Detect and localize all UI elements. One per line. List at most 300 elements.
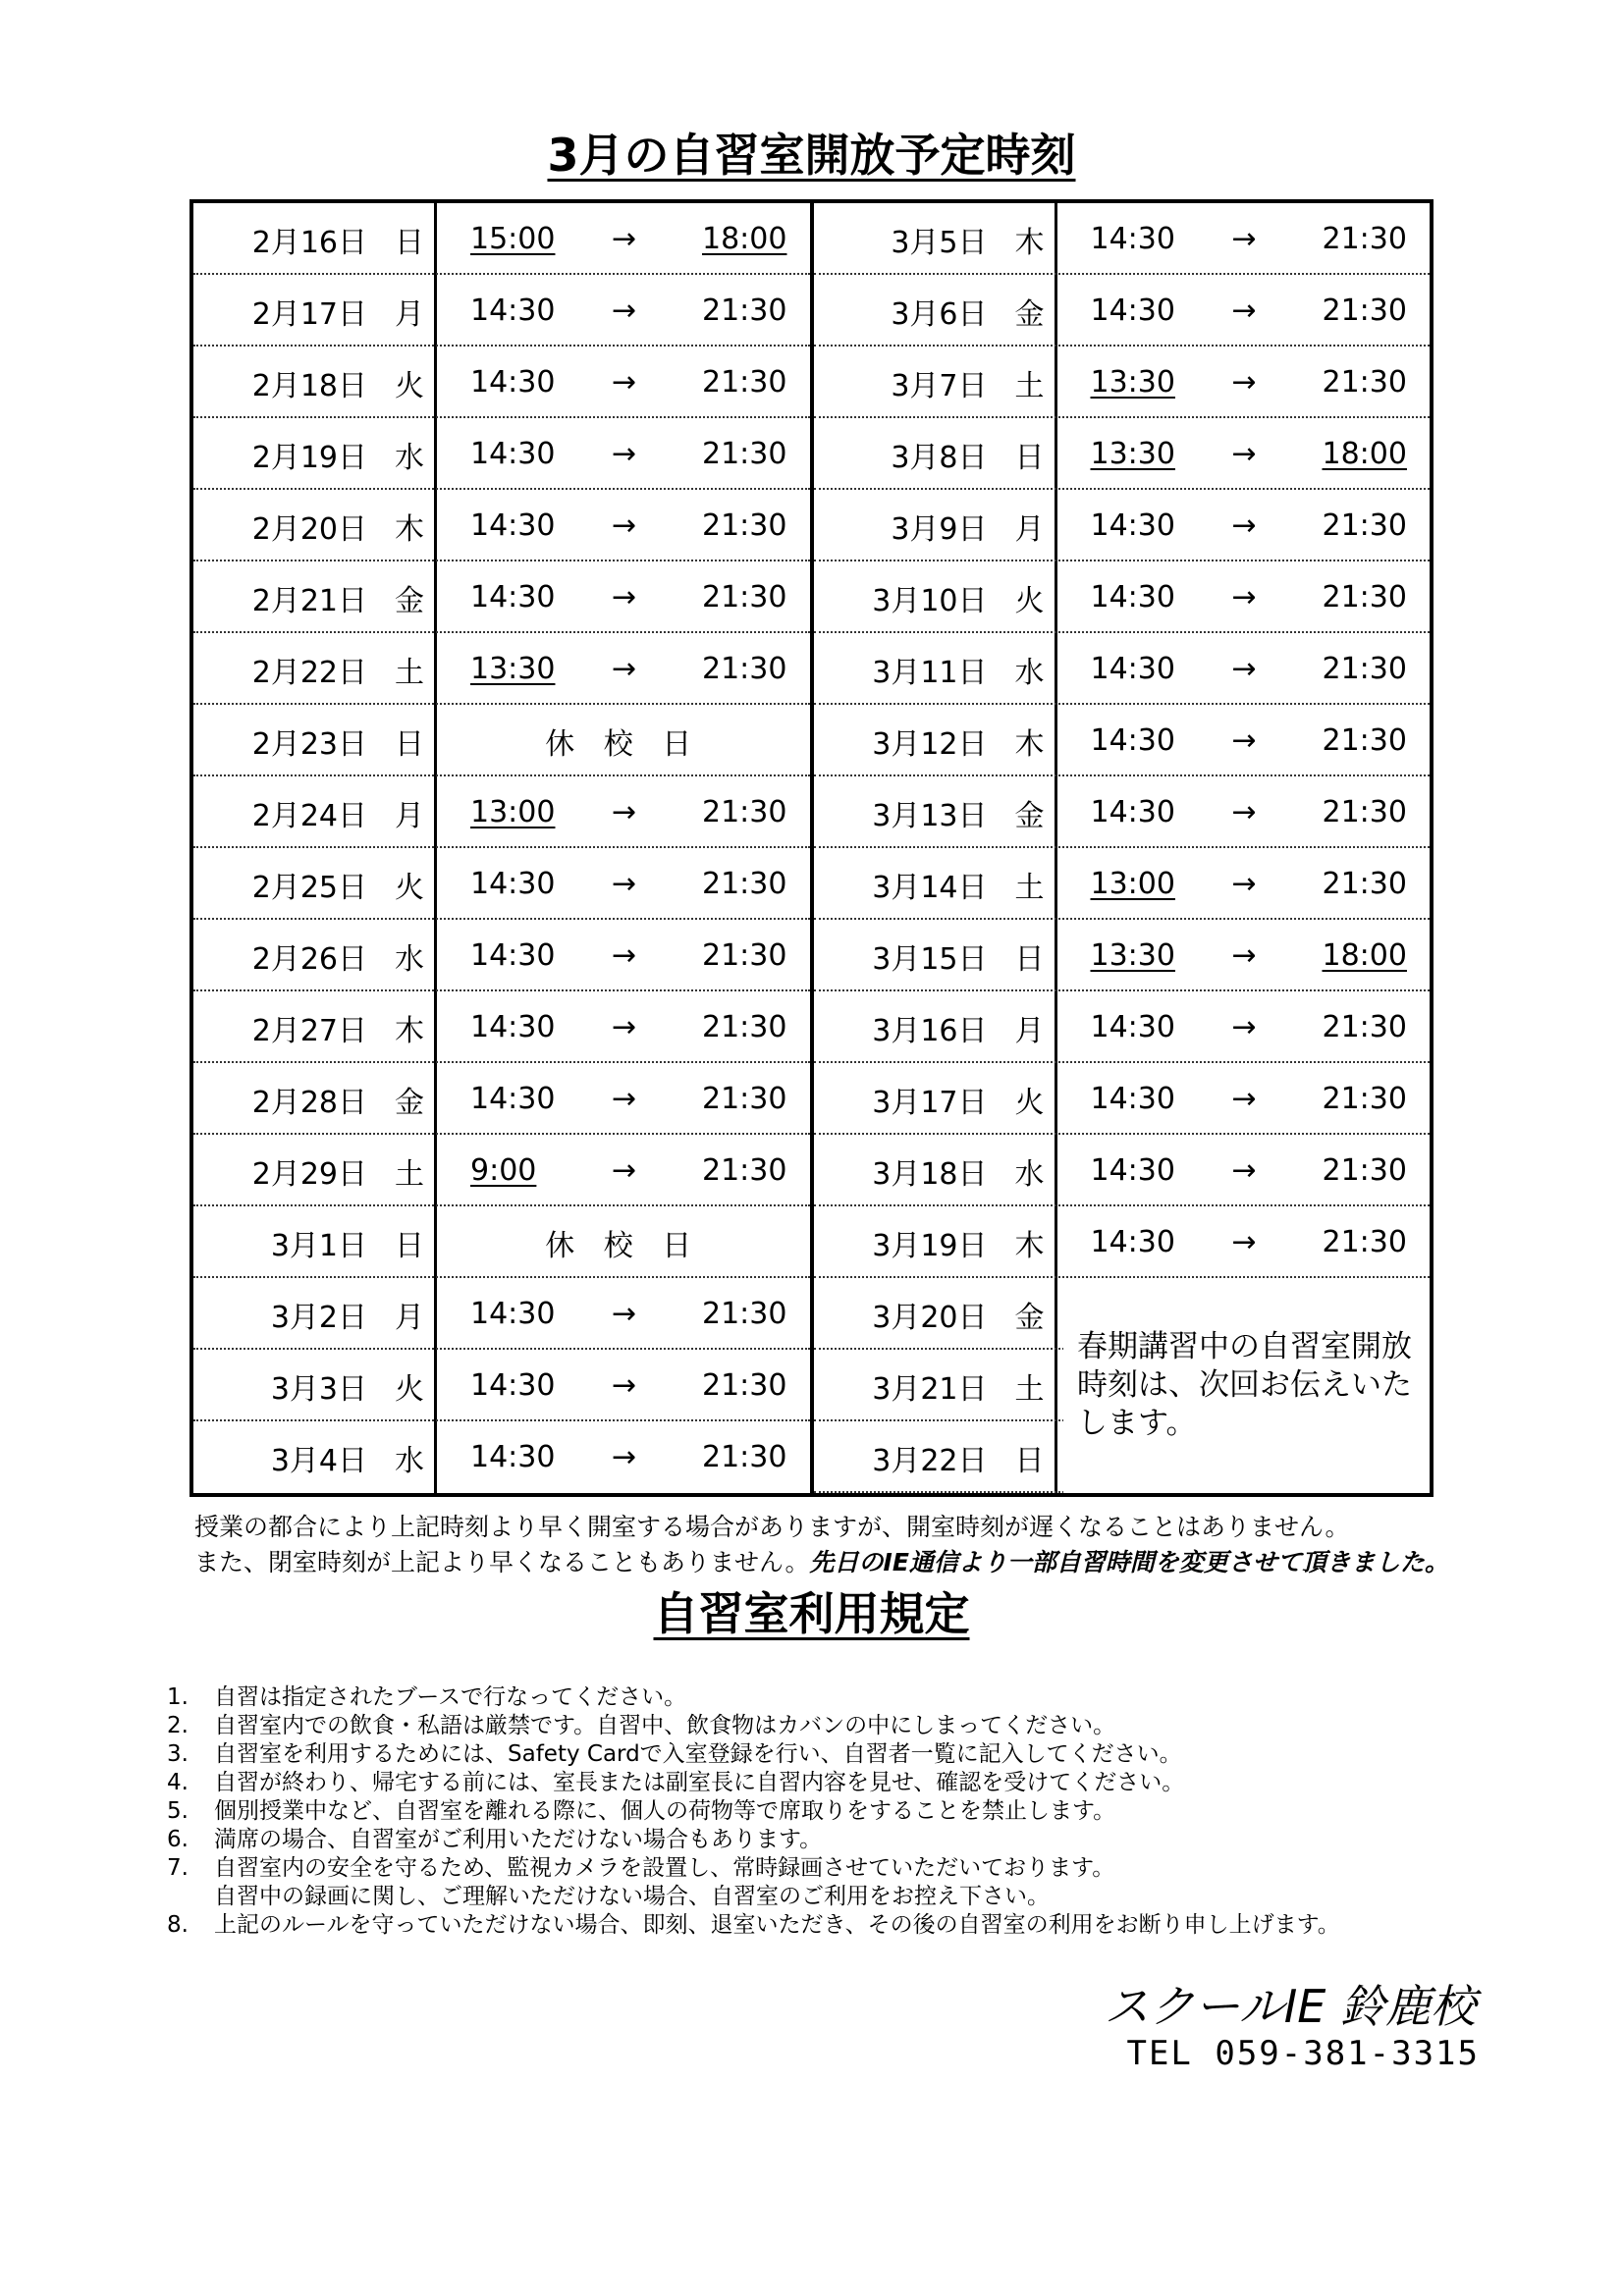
close-time: 21:30: [702, 508, 787, 543]
open-time: 13:30: [470, 652, 556, 686]
arrow-icon: →: [1231, 365, 1257, 400]
row-time-cell: [437, 203, 810, 275]
row-date: 3月22日: [872, 1443, 988, 1478]
row-date-cell: [193, 633, 437, 705]
row-date-cell: [814, 203, 1057, 275]
schedule-table: [189, 199, 1434, 1497]
arrow-icon: →: [1231, 867, 1257, 901]
schedule-row: [193, 705, 810, 776]
close-time: 21:30: [702, 1082, 787, 1116]
schedule-row: [193, 1135, 810, 1206]
schedule-row: [193, 490, 810, 561]
row-time-cell: [1057, 347, 1431, 418]
close-time: 21:30: [1322, 795, 1407, 829]
row-date: 3月12日: [872, 726, 988, 762]
arrow-icon: →: [612, 1082, 637, 1116]
row-date: 2月18日: [251, 368, 367, 403]
arrow-icon: →: [1231, 1010, 1257, 1044]
row-weekday: 日: [1014, 1443, 1045, 1478]
row-date-cell: [814, 1350, 1057, 1421]
schedule-row: [193, 633, 810, 705]
row-date-cell: [193, 848, 437, 920]
arrow-icon: →: [612, 508, 637, 543]
arrow-icon: →: [612, 294, 637, 328]
row-date: 2月21日: [251, 583, 367, 618]
arrow-icon: →: [1231, 222, 1257, 256]
rule-item: [167, 1911, 1340, 1940]
open-time: 14:30: [1090, 795, 1175, 829]
arrow-icon: →: [612, 437, 637, 471]
row-weekday: 金: [1014, 798, 1045, 833]
row-weekday: 木: [1014, 726, 1045, 762]
close-time: 21:30: [702, 1010, 787, 1044]
row-date: 3月17日: [872, 1085, 988, 1120]
row-date: 3月20日: [872, 1300, 988, 1335]
open-time: 13:30: [1090, 437, 1175, 471]
rule-number: 3.: [167, 1741, 189, 1767]
rule-number: 4.: [167, 1770, 189, 1795]
row-date: 2月29日: [251, 1156, 367, 1192]
schedule-notes: [194, 1510, 1449, 1580]
row-time-cell: [437, 1278, 810, 1350]
row-date: 2月20日: [251, 511, 367, 547]
row-date: 2月17日: [251, 296, 367, 332]
arrow-icon: →: [612, 1440, 637, 1474]
note-line-1: 授業の都合により上記時刻より早く開室する場合がありますが、開室時刻が遅くなることはありません。: [194, 1513, 1350, 1541]
rule-number: 7.: [167, 1855, 189, 1881]
rule-item: [167, 1740, 1340, 1769]
row-date: 2月27日: [251, 1013, 367, 1048]
row-weekday: 金: [395, 583, 424, 618]
row-time-cell: [1057, 418, 1431, 490]
open-time: 14:30: [470, 1297, 556, 1331]
row-date: 3月1日: [270, 1228, 367, 1263]
row-date: 3月10日: [872, 583, 988, 618]
row-weekday: 火: [395, 1371, 424, 1407]
open-time: 14:30: [470, 508, 556, 543]
arrow-icon: →: [1231, 1082, 1257, 1116]
arrow-icon: →: [1231, 437, 1257, 471]
row-date-cell: [193, 1063, 437, 1135]
row-weekday: 火: [1014, 1085, 1045, 1120]
arrow-icon: →: [612, 1297, 637, 1331]
close-time: 21:30: [1322, 652, 1407, 686]
closed-label: 休 校 日: [545, 726, 702, 762]
note-line-2: [194, 1545, 1449, 1580]
rule-number: 1.: [167, 1684, 189, 1710]
schedule-row: [814, 203, 1431, 275]
open-time: 14:30: [470, 1010, 556, 1044]
note-line-2-plain: また、閉室時刻が上記より早くなることもありません。: [194, 1548, 810, 1576]
row-date: 3月15日: [872, 941, 988, 977]
row-date-cell: [814, 1421, 1057, 1493]
schedule-row: [814, 1206, 1431, 1278]
open-time: 14:30: [1090, 1153, 1175, 1188]
row-date-cell: [814, 633, 1057, 705]
row-date-cell: [193, 490, 437, 561]
row-time-cell: [437, 776, 810, 848]
row-weekday: 土: [1014, 1371, 1045, 1407]
row-date-cell: [193, 991, 437, 1063]
close-time: 21:30: [702, 1440, 787, 1474]
schedule-row: [814, 776, 1431, 848]
arrow-icon: →: [612, 652, 637, 686]
schedule-left-column: [193, 203, 814, 1493]
row-date: 3月7日: [891, 368, 988, 403]
open-time: 14:30: [1090, 1010, 1175, 1044]
rule-number: [167, 1883, 214, 1911]
schedule-row: [193, 203, 810, 275]
arrow-icon: →: [1231, 795, 1257, 829]
schedule-row: [814, 347, 1431, 418]
row-time-cell: [437, 705, 810, 776]
schedule-row: [193, 347, 810, 418]
rule-text: 自習が終わり、帰宅する前には、室長または副室長に自習内容を見せ、確認を受けてください。: [214, 1770, 1185, 1795]
row-weekday: 木: [395, 1013, 424, 1048]
row-date-cell: [193, 1206, 437, 1278]
row-date-cell: [814, 705, 1057, 776]
row-date: 3月3日: [270, 1371, 367, 1407]
rule-text: 自習室を利用するためには、Safety Cardで入室登録を行い、自習者一覧に記入してください。: [214, 1741, 1182, 1767]
close-time: 21:30: [702, 652, 787, 686]
rule-number: 5.: [167, 1798, 189, 1824]
row-date: 2月16日: [251, 225, 367, 260]
schedule-row: [193, 1421, 810, 1493]
arrow-icon: →: [612, 1368, 637, 1403]
rule-text: 満席の場合、自習室がご利用いただけない場合もあります。: [214, 1827, 823, 1852]
row-date-cell: [814, 1278, 1057, 1350]
row-weekday: 水: [395, 1443, 424, 1478]
rule-text: 自習中の録画に関し、ご理解いただけない場合、自習室のご利用をお控え下さい。: [214, 1884, 1050, 1909]
rule-number: 8.: [167, 1912, 189, 1938]
rule-item: [167, 1683, 1340, 1712]
schedule-row: [193, 1350, 810, 1421]
row-weekday: 日: [1014, 941, 1045, 977]
open-time: 13:00: [1090, 867, 1175, 901]
row-time-cell: [437, 490, 810, 561]
schedule-row: [814, 633, 1431, 705]
row-date-cell: [814, 1063, 1057, 1135]
row-date-cell: [814, 1206, 1057, 1278]
row-time-cell: [437, 633, 810, 705]
row-date: 3月18日: [872, 1156, 988, 1192]
rules-title: 自習室利用規定: [653, 1587, 970, 1640]
row-time-cell: [437, 1135, 810, 1206]
row-weekday: 水: [1014, 655, 1045, 690]
row-weekday: 金: [1014, 1300, 1045, 1335]
row-time-cell: [437, 1350, 810, 1421]
rule-item: [167, 1854, 1340, 1883]
arrow-icon: →: [1231, 294, 1257, 328]
row-time-cell: [1057, 1135, 1431, 1206]
row-weekday: 日: [395, 726, 424, 762]
arrow-icon: →: [1231, 723, 1257, 758]
row-time-cell: [1057, 1206, 1431, 1278]
row-time-cell: [437, 848, 810, 920]
schedule-row: [814, 991, 1431, 1063]
close-time: 21:30: [1322, 1082, 1407, 1116]
arrow-icon: →: [1231, 938, 1257, 973]
schedule-row: [193, 1278, 810, 1350]
close-time: 21:30: [1322, 1010, 1407, 1044]
row-time-cell: [437, 1206, 810, 1278]
row-time-cell: [437, 1063, 810, 1135]
row-date: 3月5日: [891, 225, 988, 260]
row-date: 3月14日: [872, 870, 988, 905]
close-time: 21:30: [1322, 1225, 1407, 1259]
rule-number: 6.: [167, 1827, 189, 1852]
arrow-icon: →: [612, 365, 637, 400]
row-weekday: 土: [1014, 368, 1045, 403]
row-date: 3月8日: [891, 440, 988, 475]
schedule-right-column: [814, 203, 1431, 1493]
schedule-row: [193, 991, 810, 1063]
rule-text: 個別授業中など、自習室を離れる際に、個人の荷物等で席取りをすることを禁止します。: [214, 1798, 1116, 1824]
open-time: 14:30: [470, 365, 556, 400]
row-weekday: 木: [395, 511, 424, 547]
open-time: 14:30: [470, 294, 556, 328]
row-date-cell: [193, 203, 437, 275]
rule-item: [167, 1712, 1340, 1740]
row-time-cell: [1057, 275, 1431, 347]
row-weekday: 木: [1014, 1228, 1045, 1263]
row-date-cell: [814, 991, 1057, 1063]
row-time-cell: [1057, 561, 1431, 633]
row-date: 3月19日: [872, 1228, 988, 1263]
close-time: 21:30: [702, 938, 787, 973]
open-time: 14:30: [1090, 1225, 1175, 1259]
row-time-cell: [437, 347, 810, 418]
row-time-cell: [1057, 633, 1431, 705]
arrow-icon: →: [1231, 508, 1257, 543]
row-time-cell: [437, 418, 810, 490]
open-time: 13:30: [1090, 938, 1175, 973]
row-date: 3月9日: [891, 511, 988, 547]
row-weekday: 月: [1014, 511, 1045, 547]
close-time: 21:30: [702, 580, 787, 614]
arrow-icon: →: [612, 795, 637, 829]
rule-number: 2.: [167, 1713, 189, 1738]
arrow-icon: →: [612, 222, 637, 256]
open-time: 14:30: [470, 867, 556, 901]
row-date-cell: [814, 848, 1057, 920]
row-weekday: 土: [1014, 870, 1045, 905]
rule-item: [167, 1769, 1340, 1797]
row-date: 2月28日: [251, 1085, 367, 1120]
open-time: 14:30: [1090, 580, 1175, 614]
schedule-row: [814, 418, 1431, 490]
open-time: 13:00: [470, 795, 556, 829]
open-time: 14:30: [1090, 294, 1175, 328]
row-date-cell: [193, 347, 437, 418]
rule-text: 自習は指定されたブースで行なってください。: [214, 1684, 687, 1710]
row-weekday: 火: [395, 870, 424, 905]
spring-course-notice: 春期講習中の自習室開放時刻は、次回お伝えいたします。: [1063, 1278, 1430, 1493]
open-time: 14:30: [1090, 1082, 1175, 1116]
row-weekday: 土: [395, 655, 424, 690]
row-weekday: 月: [395, 296, 424, 332]
open-time: 14:30: [1090, 508, 1175, 543]
open-time: 13:30: [1090, 365, 1175, 400]
close-time: 21:30: [702, 795, 787, 829]
row-date-cell: [814, 776, 1057, 848]
schedule-row: [814, 1135, 1431, 1206]
row-time-cell: [1057, 1063, 1431, 1135]
row-date: 3月4日: [270, 1443, 367, 1478]
row-weekday: 月: [395, 1300, 424, 1335]
open-time: 14:30: [470, 437, 556, 471]
row-time-cell: [437, 561, 810, 633]
row-weekday: 水: [395, 440, 424, 475]
open-time: 14:30: [1090, 222, 1175, 256]
row-weekday: 火: [395, 368, 424, 403]
row-date-cell: [193, 705, 437, 776]
schedule-row: [193, 1206, 810, 1278]
schedule-row: [814, 920, 1431, 991]
schedule-row: [193, 561, 810, 633]
closed-label: 休 校 日: [545, 1228, 702, 1263]
row-date-cell: [814, 1135, 1057, 1206]
close-time: 21:30: [1322, 365, 1407, 400]
row-weekday: 火: [1014, 583, 1045, 618]
row-weekday: 木: [1014, 225, 1045, 260]
row-date: 3月6日: [891, 296, 988, 332]
close-time: 21:30: [1322, 222, 1407, 256]
close-time: 21:30: [702, 1153, 787, 1188]
schedule-row: [193, 1063, 810, 1135]
row-date: 3月11日: [872, 655, 988, 690]
row-date: 2月24日: [251, 798, 367, 833]
open-time: 14:30: [470, 1082, 556, 1116]
row-time-cell: [1057, 490, 1431, 561]
rule-item: [167, 1797, 1340, 1826]
close-time: 21:30: [702, 1297, 787, 1331]
close-time: 18:00: [702, 222, 787, 256]
row-time-cell: [437, 275, 810, 347]
row-date-cell: [193, 1421, 437, 1493]
row-date: 2月25日: [251, 870, 367, 905]
schedule-row: [193, 776, 810, 848]
row-date-cell: [814, 275, 1057, 347]
row-date-cell: [193, 1278, 437, 1350]
row-date-cell: [814, 347, 1057, 418]
open-time: 14:30: [470, 580, 556, 614]
open-time: 14:30: [1090, 723, 1175, 758]
open-time: 15:00: [470, 222, 556, 256]
row-time-cell: [1057, 991, 1431, 1063]
open-time: 14:30: [1090, 652, 1175, 686]
close-time: 21:30: [1322, 508, 1407, 543]
close-time: 21:30: [702, 294, 787, 328]
arrow-icon: →: [612, 867, 637, 901]
row-date: 3月13日: [872, 798, 988, 833]
row-time-cell: [1057, 705, 1431, 776]
row-time-cell: [1057, 203, 1431, 275]
row-date: 3月16日: [872, 1013, 988, 1048]
close-time: 21:30: [702, 437, 787, 471]
row-weekday: 月: [1014, 1013, 1045, 1048]
school-tel: TEL 059-381-3315: [1126, 2034, 1480, 2073]
row-date-cell: [814, 561, 1057, 633]
row-time-cell: [1057, 848, 1431, 920]
schedule-row: [193, 275, 810, 347]
row-weekday: 金: [1014, 296, 1045, 332]
row-date: 2月26日: [251, 941, 367, 977]
schedule-row: [814, 490, 1431, 561]
close-time: 18:00: [1322, 437, 1407, 471]
page-title: 3月の自習室開放予定時刻: [547, 129, 1076, 182]
row-time-cell: [437, 991, 810, 1063]
close-time: 21:30: [702, 867, 787, 901]
row-date-cell: [814, 418, 1057, 490]
close-time: 21:30: [1322, 1153, 1407, 1188]
close-time: 21:30: [1322, 723, 1407, 758]
row-date: 2月23日: [251, 726, 367, 762]
open-time: 14:30: [470, 938, 556, 973]
arrow-icon: →: [1231, 652, 1257, 686]
arrow-icon: →: [612, 580, 637, 614]
note-line-2-emphasis: 先日のIE通信より一部自習時間を変更させて頂きました。: [809, 1548, 1449, 1576]
open-time: 9:00: [470, 1153, 537, 1188]
row-time-cell: [1057, 776, 1431, 848]
row-date-cell: [193, 1135, 437, 1206]
row-date-cell: [193, 1350, 437, 1421]
open-time: 14:30: [470, 1368, 556, 1403]
schedule-row: [193, 848, 810, 920]
rules-list: [167, 1683, 1340, 1940]
schedule-row: [814, 1063, 1431, 1135]
close-time: 21:30: [1322, 294, 1407, 328]
row-date-cell: [193, 776, 437, 848]
close-time: 18:00: [1322, 938, 1407, 973]
arrow-icon: →: [1231, 580, 1257, 614]
schedule-row: [193, 920, 810, 991]
schedule-row: [814, 275, 1431, 347]
row-date: 2月22日: [251, 655, 367, 690]
arrow-icon: →: [612, 1153, 637, 1188]
rule-text: 上記のルールを守っていただけない場合、即刻、退室いただき、その後の自習室の利用をお断り申し上げます。: [214, 1912, 1340, 1938]
row-time-cell: [437, 1421, 810, 1493]
row-date-cell: [193, 418, 437, 490]
schedule-row: [814, 561, 1431, 633]
arrow-icon: →: [1231, 1225, 1257, 1259]
schedule-row: [193, 418, 810, 490]
row-date-cell: [193, 920, 437, 991]
row-date-cell: [193, 561, 437, 633]
arrow-icon: →: [612, 938, 637, 973]
arrow-icon: →: [1231, 1153, 1257, 1188]
arrow-icon: →: [612, 1010, 637, 1044]
row-date-cell: [193, 275, 437, 347]
row-date: 2月19日: [251, 440, 367, 475]
row-date-cell: [814, 490, 1057, 561]
rule-item: [167, 1826, 1340, 1854]
row-weekday: 金: [395, 1085, 424, 1120]
row-weekday: 水: [1014, 1156, 1045, 1192]
row-date: 3月21日: [872, 1371, 988, 1407]
rule-item: [167, 1883, 1340, 1911]
row-weekday: 水: [395, 941, 424, 977]
row-weekday: 月: [395, 798, 424, 833]
row-weekday: 土: [395, 1156, 424, 1192]
schedule-row: [814, 848, 1431, 920]
school-name: スクールIE 鈴鹿校: [1104, 1980, 1476, 2033]
close-time: 21:30: [702, 1368, 787, 1403]
schedule-row: [814, 705, 1431, 776]
row-weekday: 日: [395, 1228, 424, 1263]
rule-text: 自習室内での飲食・私語は厳禁です。自習中、飲食物はカバンの中にしまってください。: [214, 1713, 1116, 1738]
rule-text: 自習室内の安全を守るため、監視カメラを設置し、常時録画させていただいております。: [214, 1855, 1115, 1881]
